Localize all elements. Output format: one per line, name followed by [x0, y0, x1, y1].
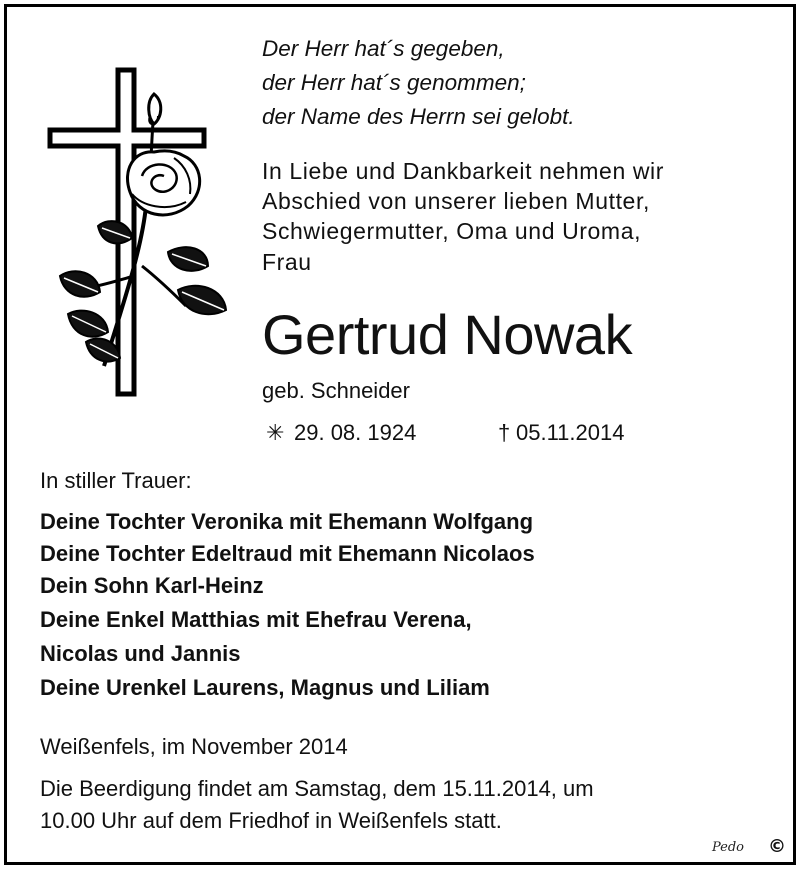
cross-with-rose-icon	[46, 66, 231, 401]
designer-signature: Pedo	[712, 840, 745, 855]
place-date: Weißenfels, im November 2014	[40, 734, 348, 759]
deceased-name: Gertrud Nowak	[262, 303, 633, 366]
mourner-line: Deine Tochter Veronika mit Ehemann Wolfgang	[40, 509, 534, 534]
funeral-info-line-1: Die Beerdigung findet am Samstag, dem 15.11.2014, um	[40, 776, 594, 801]
farewell-line-3: Schwiegermutter, Oma und Uroma,	[262, 218, 642, 244]
mourner-line: Deine Enkel Matthias mit Ehefrau Verena,	[40, 607, 472, 632]
farewell-line-2: Abschied von unserer lieben Mutter,	[262, 188, 650, 214]
birth-star-icon: ✳	[266, 420, 285, 445]
mourner-line: Dein Sohn Karl-Heinz	[40, 573, 264, 598]
death-date: 05.11.2014	[516, 420, 625, 445]
verse-line-3: der Name des Herrn sei gelobt.	[262, 104, 575, 129]
verse-line-2: der Herr hat´s genommen;	[262, 70, 526, 95]
mourner-line: Deine Tochter Edeltraud mit Ehemann Nicolaos	[40, 541, 535, 566]
copyright-icon: ©	[768, 836, 786, 857]
verse-line-1: Der Herr hat´s gegeben,	[262, 36, 505, 61]
birth-name: geb. Schneider	[262, 378, 410, 403]
mourner-line: Deine Urenkel Laurens, Magnus und Liliam	[40, 675, 490, 700]
birth-date: 29. 08. 1924	[294, 420, 417, 445]
mourning-label: In stiller Trauer:	[40, 468, 192, 493]
mourner-line: Nicolas und Jannis	[40, 641, 241, 666]
funeral-info-line-2: 10.00 Uhr auf dem Friedhof in Weißenfels statt.	[40, 808, 502, 833]
farewell-line-1: In Liebe und Dankbarkeit nehmen wir	[262, 158, 665, 184]
farewell-line-4: Frau	[262, 249, 312, 275]
death-cross-icon: †	[498, 420, 511, 445]
